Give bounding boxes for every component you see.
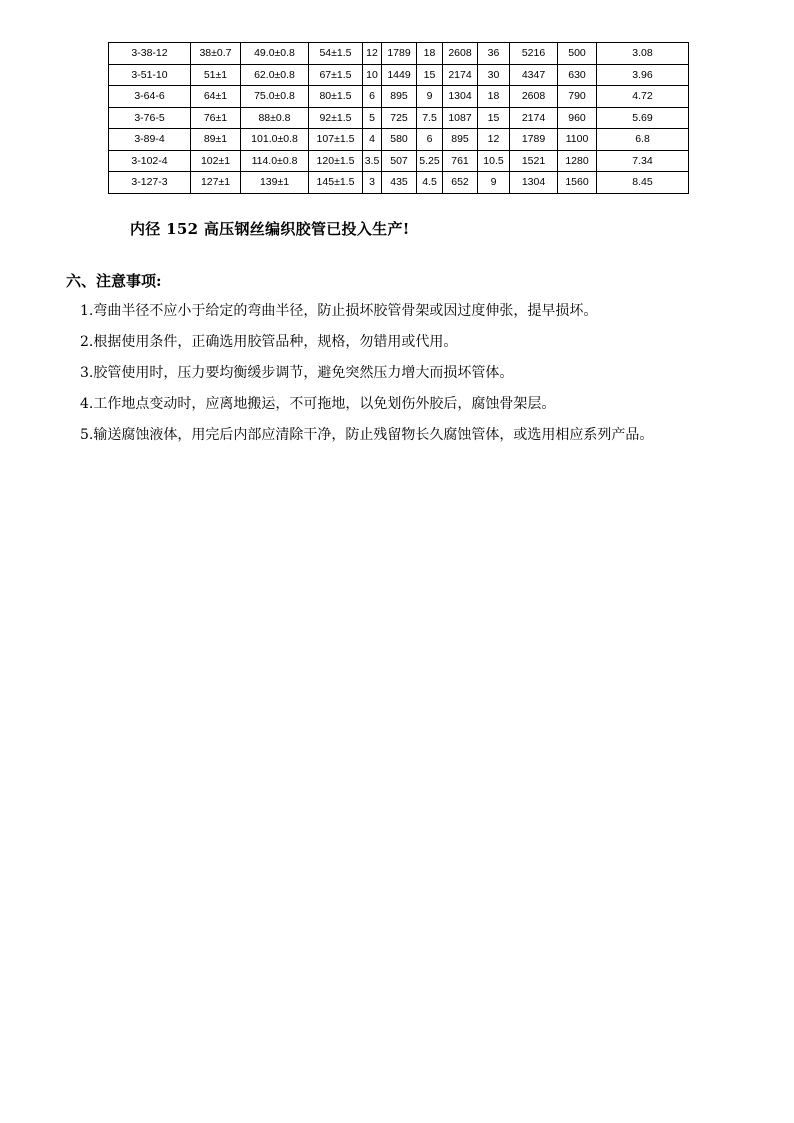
table-row bbox=[109, 150, 689, 172]
cautions-list bbox=[80, 300, 780, 455]
hose-spec-table bbox=[108, 42, 689, 194]
table-cell: 895 bbox=[382, 86, 417, 108]
table-cell: 1280 bbox=[558, 150, 597, 172]
table-row bbox=[109, 64, 689, 86]
table-cell: 18 bbox=[478, 86, 510, 108]
table-cell: 75.0±0.8 bbox=[241, 86, 309, 108]
table-cell: 1789 bbox=[510, 129, 558, 151]
table-cell: 15 bbox=[417, 64, 443, 86]
table-cell: 102±1 bbox=[191, 150, 241, 172]
table-cell: 145±1.5 bbox=[309, 172, 363, 194]
table-cell: 3-102-4 bbox=[109, 150, 191, 172]
table-cell: 9 bbox=[478, 172, 510, 194]
table-cell: 1560 bbox=[558, 172, 597, 194]
table-cell: 895 bbox=[443, 129, 478, 151]
table-cell: 12 bbox=[478, 129, 510, 151]
table-cell: 4.72 bbox=[597, 86, 689, 108]
table-cell: 38±0.7 bbox=[191, 43, 241, 65]
table-cell: 54±1.5 bbox=[309, 43, 363, 65]
table-cell: 1449 bbox=[382, 64, 417, 86]
table-cell: 18 bbox=[417, 43, 443, 65]
table-cell: 435 bbox=[382, 172, 417, 194]
table-row bbox=[109, 43, 689, 65]
table-cell: 3.5 bbox=[363, 150, 382, 172]
table-cell: 2608 bbox=[443, 43, 478, 65]
table-cell: 3-127-3 bbox=[109, 172, 191, 194]
table-cell: 1304 bbox=[443, 86, 478, 108]
table-cell: 12 bbox=[363, 43, 382, 65]
table-cell: 49.0±0.8 bbox=[241, 43, 309, 65]
table-cell: 80±1.5 bbox=[309, 86, 363, 108]
table-cell: 107±1.5 bbox=[309, 129, 363, 151]
table-cell: 2174 bbox=[510, 107, 558, 129]
table-cell: 1304 bbox=[510, 172, 558, 194]
table-cell: 62.0±0.8 bbox=[241, 64, 309, 86]
table-cell: 30 bbox=[478, 64, 510, 86]
table-cell: 7.5 bbox=[417, 107, 443, 129]
table-cell: 89±1 bbox=[191, 129, 241, 151]
table-cell: 960 bbox=[558, 107, 597, 129]
table-cell: 3-64-6 bbox=[109, 86, 191, 108]
hose-spec-table-body bbox=[109, 43, 689, 194]
table-cell: 5.25 bbox=[417, 150, 443, 172]
table-cell: 761 bbox=[443, 150, 478, 172]
table-cell: 580 bbox=[382, 129, 417, 151]
production-note: 内径 152 高压钢丝编织胶管已投入生产! bbox=[130, 220, 410, 238]
table-cell: 3-38-12 bbox=[109, 43, 191, 65]
table-cell: 1087 bbox=[443, 107, 478, 129]
table-cell: 630 bbox=[558, 64, 597, 86]
table-cell: 120±1.5 bbox=[309, 150, 363, 172]
table-cell: 500 bbox=[558, 43, 597, 65]
caution-item: 3.胶管使用时，压力要均衡缓步调节，避免突然压力增大而损坏管体。 bbox=[80, 365, 514, 381]
table-row bbox=[109, 107, 689, 129]
table-cell: 114.0±0.8 bbox=[241, 150, 309, 172]
caution-item: 5.输送腐蚀液体，用完后内部应清除干净，防止残留物长久腐蚀管体，或选用相应系列产品。 bbox=[80, 427, 654, 443]
table-cell: 8.45 bbox=[597, 172, 689, 194]
table-cell: 652 bbox=[443, 172, 478, 194]
table-cell: 3-51-10 bbox=[109, 64, 191, 86]
table-cell: 2608 bbox=[510, 86, 558, 108]
table-cell: 5.69 bbox=[597, 107, 689, 129]
caution-item: 4.工作地点变动时，应离地搬运，不可拖地，以免划伤外胶后，腐蚀骨架层。 bbox=[80, 396, 556, 412]
table-cell: 5 bbox=[363, 107, 382, 129]
table-cell: 3 bbox=[363, 172, 382, 194]
table-cell: 15 bbox=[478, 107, 510, 129]
table-cell: 6 bbox=[363, 86, 382, 108]
table-cell: 6.8 bbox=[597, 129, 689, 151]
table-row bbox=[109, 86, 689, 108]
table-cell: 76±1 bbox=[191, 107, 241, 129]
table-cell: 10 bbox=[363, 64, 382, 86]
table-cell: 139±1 bbox=[241, 172, 309, 194]
table-cell: 64±1 bbox=[191, 86, 241, 108]
table-cell: 9 bbox=[417, 86, 443, 108]
caution-item: 1.弯曲半径不应小于给定的弯曲半径，防止损坏胶管骨架或因过度伸张，提早损坏。 bbox=[80, 303, 598, 319]
table-cell: 67±1.5 bbox=[309, 64, 363, 86]
table-cell: 3-89-4 bbox=[109, 129, 191, 151]
table-row bbox=[109, 129, 689, 151]
table-cell: 127±1 bbox=[191, 172, 241, 194]
table-cell: 725 bbox=[382, 107, 417, 129]
table-cell: 3-76-5 bbox=[109, 107, 191, 129]
table-cell: 88±0.8 bbox=[241, 107, 309, 129]
table-cell: 1789 bbox=[382, 43, 417, 65]
table-row bbox=[109, 172, 689, 194]
table-cell: 6 bbox=[417, 129, 443, 151]
table-cell: 5216 bbox=[510, 43, 558, 65]
table-cell: 3.08 bbox=[597, 43, 689, 65]
table-cell: 790 bbox=[558, 86, 597, 108]
table-cell: 1521 bbox=[510, 150, 558, 172]
table-cell: 101.0±0.8 bbox=[241, 129, 309, 151]
table-cell: 10.5 bbox=[478, 150, 510, 172]
table-cell: 7.34 bbox=[597, 150, 689, 172]
table-cell: 507 bbox=[382, 150, 417, 172]
table-cell: 4 bbox=[363, 129, 382, 151]
table-cell: 3.96 bbox=[597, 64, 689, 86]
table-cell: 92±1.5 bbox=[309, 107, 363, 129]
cautions-title: 六、注意事项: bbox=[66, 272, 162, 290]
table-cell: 4347 bbox=[510, 64, 558, 86]
table-cell: 36 bbox=[478, 43, 510, 65]
table-cell: 51±1 bbox=[191, 64, 241, 86]
table-cell: 1100 bbox=[558, 129, 597, 151]
table-cell: 4.5 bbox=[417, 172, 443, 194]
caution-item: 2.根据使用条件，正确选用胶管品种，规格，勿错用或代用。 bbox=[80, 334, 458, 350]
table-cell: 2174 bbox=[443, 64, 478, 86]
